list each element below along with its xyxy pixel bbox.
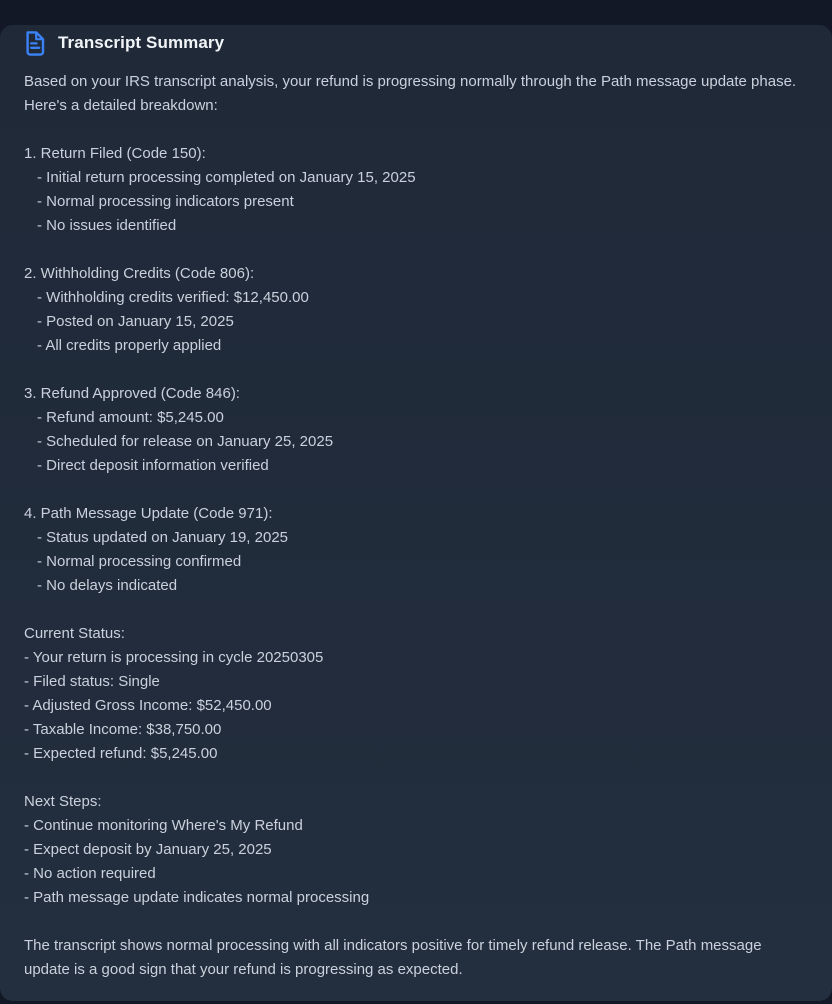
section-heading: 3. Refund Approved (Code 846): [24,385,240,402]
closing-paragraph: The transcript shows normal processing with all indicators positive for timely refund release. The Path message update is a good sign that your refund is progressing as expected. [24,937,762,978]
card-title: Transcript Summary [58,33,225,52]
section-heading: 4. Path Message Update (Code 971): [24,505,273,522]
section-block [24,502,808,598]
section-heading: 2. Withholding Credits (Code 806): [24,265,255,282]
section-item: - Expect deposit by January 25, 2025 [24,841,272,858]
section-heading: Current Status: [24,625,125,642]
document-text-icon [24,31,45,56]
section-item: - Continue monitoring Where's My Refund [24,817,303,834]
section-heading: Next Steps: [24,793,102,810]
transcript-summary-card [0,25,832,1001]
intro-paragraph: Based on your IRS transcript analysis, your refund is progressing normally through the Path message update phase. Here's a detailed breakdown: [24,73,797,114]
section-block [24,382,808,478]
sections-container [24,142,808,910]
section-item: - No action required [24,865,156,882]
section-block [24,622,808,766]
section-item: - Your return is processing in cycle 20250305 [24,649,324,666]
section-item: - Expected refund: $5,245.00 [24,745,218,762]
section-item: - Withholding credits verified: $12,450.00 [37,289,309,306]
section-item: - All credits properly applied [37,337,222,354]
section-item: - Filed status: Single [24,673,160,690]
section-item: - Normal processing indicators present [37,193,294,210]
card-header [24,27,808,57]
section-item: - Refund amount: $5,245.00 [37,409,224,426]
section-block [24,262,808,358]
section-item: - No delays indicated [37,577,178,594]
section-item: - Path message update indicates normal processing [24,889,370,906]
section-item: - Adjusted Gross Income: $52,450.00 [24,697,272,714]
section-item: - Normal processing confirmed [37,553,242,570]
section-item: - Status updated on January 19, 2025 [37,529,289,546]
section-item: - Posted on January 15, 2025 [37,313,234,330]
section-item: - Direct deposit information verified [37,457,269,474]
section-item: - Scheduled for release on January 25, 2025 [37,433,334,450]
section-item: - No issues identified [37,217,177,234]
section-item: - Initial return processing completed on January 15, 2025 [37,169,416,186]
section-block [24,142,808,238]
section-block [24,790,808,910]
section-item: - Taxable Income: $38,750.00 [24,721,222,738]
section-heading: 1. Return Filed (Code 150): [24,145,206,162]
